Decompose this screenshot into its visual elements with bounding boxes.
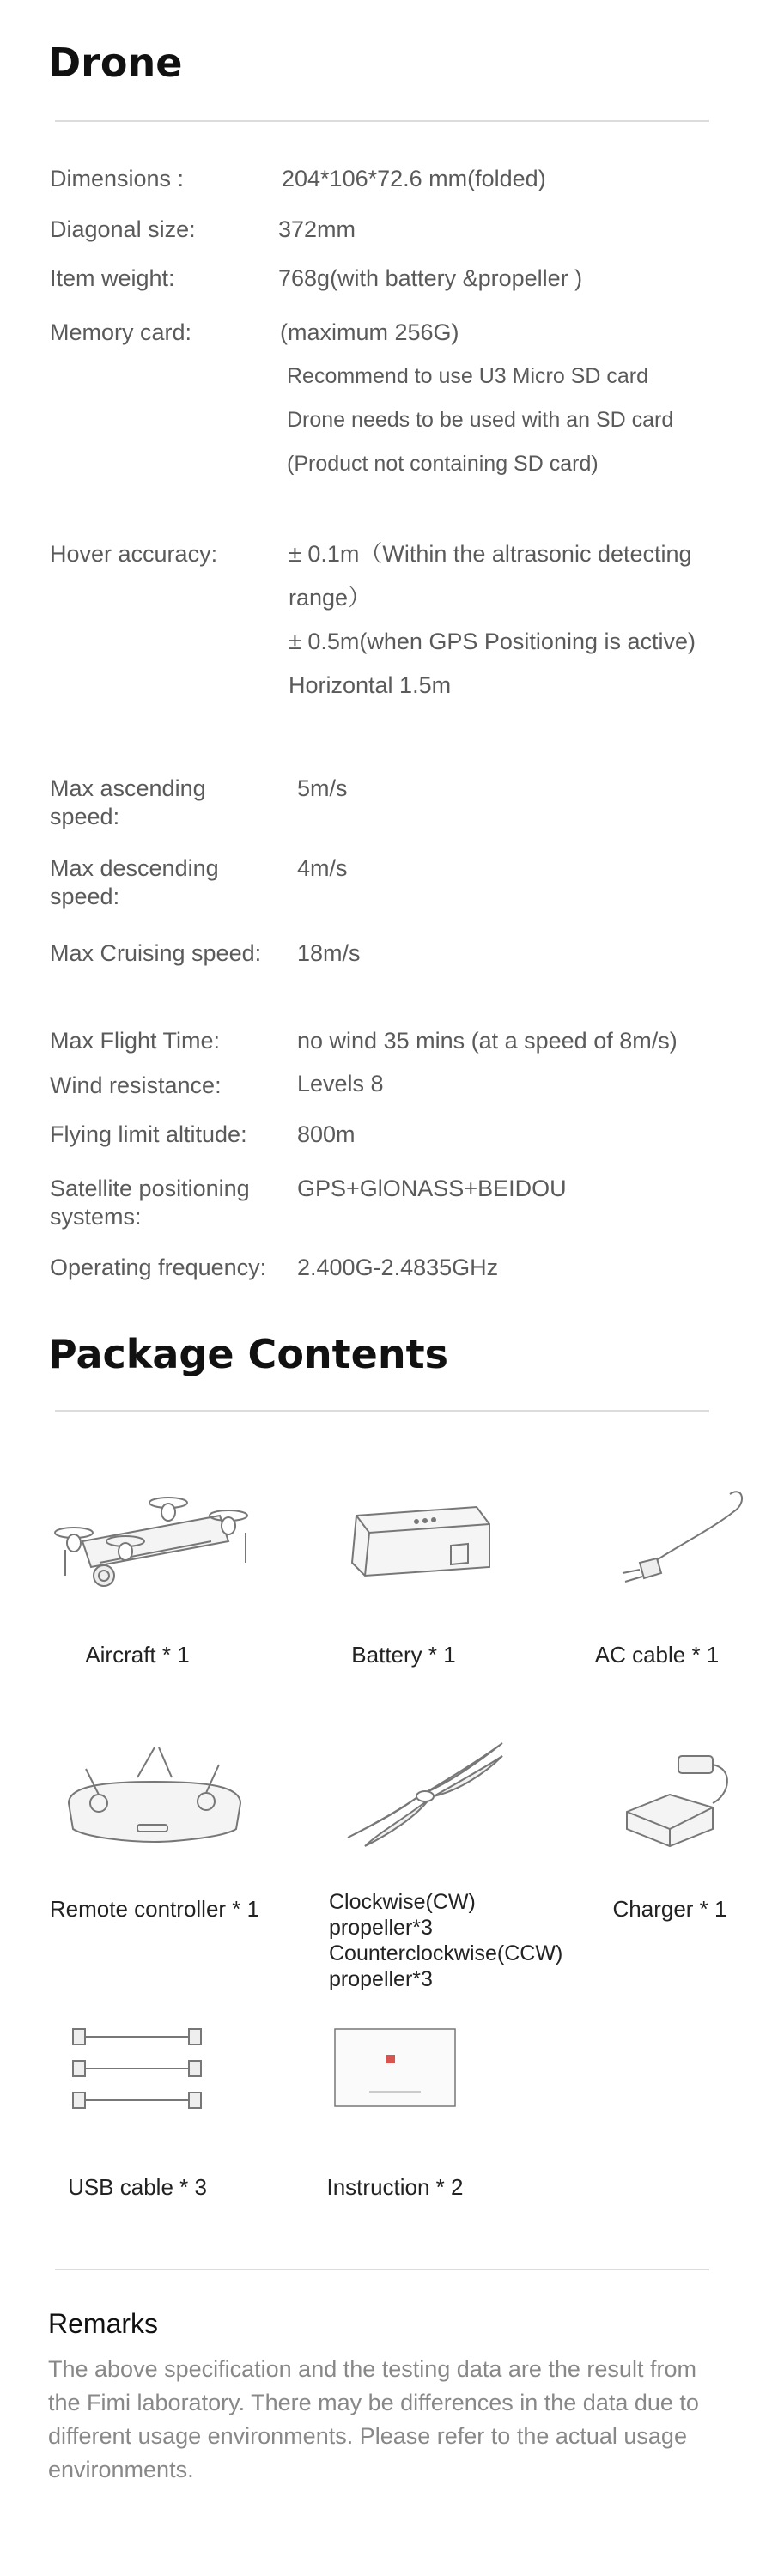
spec-label-satellite: Satellite positioning systems: bbox=[50, 1176, 250, 1230]
remarks-text: The above specification and the testing data are the result from the Fimi laboratory. There may be differences in the data due to different usage environments. Please refer to the actual usage environments. bbox=[48, 2356, 699, 2482]
remote-controller-icon bbox=[52, 1743, 258, 1859]
spec-value-operating-frequency: 2.400G-2.4835GHz bbox=[297, 1255, 499, 1280]
package-item-caption: Instruction * 2 bbox=[326, 2174, 464, 2200]
caption-line: propeller*3 bbox=[329, 1967, 433, 1991]
charger-icon bbox=[618, 1743, 738, 1859]
spec-value-hover-4: Horizontal 1.5m bbox=[289, 672, 452, 698]
drone-section-title: Drone bbox=[48, 39, 183, 86]
spec-value-max-flight-time: no wind 35 mins (at a speed of 8m/s) bbox=[297, 1028, 678, 1054]
usb-cable-icon bbox=[69, 2022, 206, 2121]
spec-label-operating-frequency: Operating frequency: bbox=[50, 1255, 267, 1280]
spec-value-flying-limit: 800m bbox=[297, 1121, 356, 1147]
battery-icon bbox=[339, 1494, 494, 1593]
package-item-caption: USB cable * 3 bbox=[68, 2174, 207, 2200]
spec-value-weight: 768g(with battery &propeller ) bbox=[278, 265, 583, 291]
divider bbox=[55, 1410, 709, 1412]
divider bbox=[55, 120, 709, 122]
ac-cable-icon bbox=[593, 1477, 747, 1601]
spec-label-wind-resistance: Wind resistance: bbox=[50, 1072, 222, 1098]
caption-line: Counterclockwise(CCW) bbox=[329, 1941, 563, 1965]
spec-label-dimensions: Dimensions : bbox=[50, 166, 185, 191]
package-item-caption: Battery * 1 bbox=[351, 1642, 456, 1668]
spec-label-memory-card: Memory card: bbox=[50, 319, 192, 345]
spec-label-weight: Item weight: bbox=[50, 265, 175, 291]
spec-label-max-descending: Max descending speed: bbox=[50, 855, 219, 909]
caption-line: propeller*3 bbox=[329, 1916, 433, 1940]
aircraft-icon bbox=[48, 1481, 254, 1597]
spec-value-hover-3: ± 0.5m(when GPS Positioning is active) bbox=[289, 629, 696, 654]
spec-value-satellite: GPS+GlONASS+BEIDOU bbox=[297, 1176, 567, 1201]
spec-label-diagonal: Diagonal size: bbox=[50, 216, 196, 242]
spec-label-max-ascending: Max ascending speed: bbox=[50, 775, 206, 829]
spec-value-hover-2: range） bbox=[289, 585, 372, 611]
spec-label-hover-accuracy: Hover accuracy: bbox=[50, 541, 218, 567]
spec-value-hover-1: ± 0.1m（Within the altrasonic detecting bbox=[289, 541, 692, 567]
spec-value-memory-card-2: Recommend to use U3 Micro SD card bbox=[287, 364, 648, 388]
package-item-caption: Charger * 1 bbox=[612, 1896, 727, 1922]
package-item-caption: AC cable * 1 bbox=[594, 1642, 720, 1668]
divider bbox=[55, 2269, 709, 2270]
spec-value-diagonal: 372mm bbox=[278, 216, 356, 242]
spec-label-max-cruising: Max Cruising speed: bbox=[50, 940, 262, 966]
spec-label-max-flight-time: Max Flight Time: bbox=[50, 1028, 221, 1054]
spec-value-memory-card-3: Drone needs to be used with an SD card bbox=[287, 408, 674, 432]
spec-value-max-cruising: 18m/s bbox=[297, 940, 361, 966]
package-item-caption: Aircraft * 1 bbox=[85, 1642, 190, 1668]
spec-label-flying-limit: Flying limit altitude: bbox=[50, 1121, 247, 1147]
remarks-title: Remarks bbox=[48, 2308, 159, 2339]
package-section-title: Package Contents bbox=[48, 1331, 448, 1377]
caption-line: Clockwise(CW) bbox=[329, 1890, 476, 1914]
instruction-icon bbox=[331, 2025, 459, 2115]
spec-value-wind-resistance: Levels 8 bbox=[297, 1071, 384, 1097]
spec-value-max-ascending: 5m/s bbox=[297, 775, 348, 801]
spec-value-memory-card-1: (maximum 256G) bbox=[280, 319, 459, 345]
package-item-caption bbox=[329, 1889, 586, 1992]
spec-value-max-descending: 4m/s bbox=[297, 855, 348, 881]
spec-value-memory-card-4: (Product not containing SD card) bbox=[287, 452, 599, 476]
propeller-icon bbox=[339, 1735, 511, 1859]
spec-value-dimensions: 204*106*72.6 mm(folded) bbox=[282, 166, 546, 191]
package-item-caption: Remote controller * 1 bbox=[49, 1896, 260, 1922]
